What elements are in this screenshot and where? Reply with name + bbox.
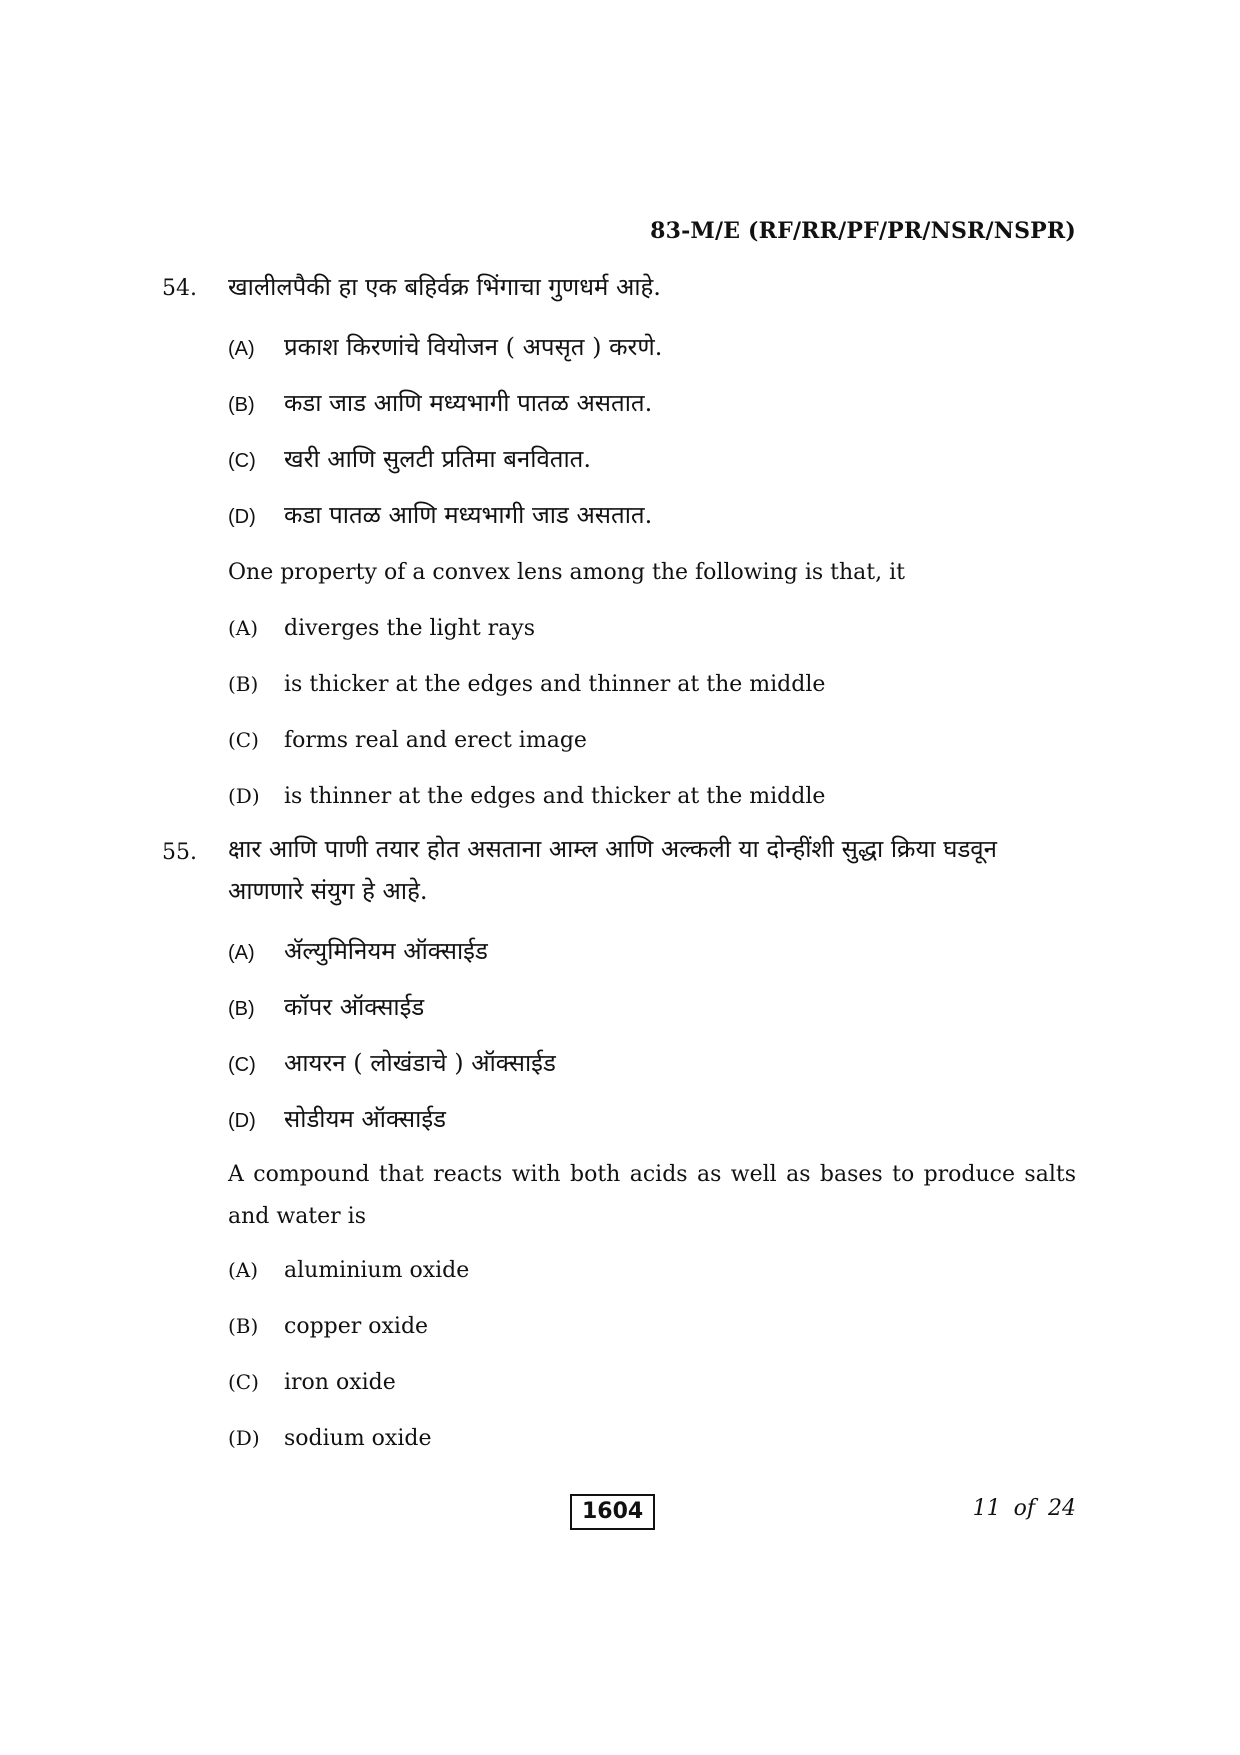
option-label: (B): [228, 1314, 259, 1338]
option-text: खरी आणि सुलटी प्रतिमा बनवितात.: [284, 445, 591, 473]
option-text: कडा जाड आणि मध्यभागी पातळ असतात.: [284, 389, 653, 417]
option-label: (D): [228, 1110, 256, 1132]
option-text: sodium oxide: [284, 1426, 432, 1451]
option-english: [228, 1258, 469, 1283]
option-marathi: [228, 1046, 556, 1079]
option-label: (B): [228, 394, 255, 416]
option-label: (D): [228, 506, 256, 528]
option-text: आयरन ( लोखंडाचे ) ऑक्साईड: [284, 1049, 556, 1077]
option-text: ॲल्युमिनियम ऑक्साईड: [284, 937, 488, 965]
option-label: (A): [228, 1258, 259, 1282]
option-label: (B): [228, 672, 259, 696]
option-label: (A): [228, 338, 255, 360]
option-english: [228, 1314, 428, 1339]
footer-code-box: 1604: [570, 1494, 655, 1530]
option-text: कॉपर ऑक्साईड: [284, 993, 425, 1021]
question-number: 55.: [162, 840, 197, 865]
option-text: diverges the light rays: [284, 616, 536, 641]
option-text: aluminium oxide: [284, 1258, 470, 1283]
option-marathi: [228, 330, 662, 363]
option-english: [228, 672, 825, 697]
option-text: कडा पातळ आणि मध्यभागी जाड असतात.: [284, 501, 653, 529]
option-label: (D): [228, 1426, 260, 1450]
option-english: [228, 616, 535, 641]
option-english: [228, 728, 587, 753]
option-english: [228, 1370, 396, 1395]
option-label: (D): [228, 784, 260, 808]
option-label: (A): [228, 616, 259, 640]
option-text: is thinner at the edges and thicker at the middle: [284, 784, 826, 809]
option-marathi: [228, 934, 488, 967]
option-text: forms real and erect image: [284, 728, 587, 753]
question-number: 54.: [162, 276, 197, 301]
page-number: 11 of 24: [972, 1496, 1076, 1521]
question-text-english: A compound that reacts with both acids as well as bases to produce salts and water is: [228, 1162, 1076, 1229]
option-label: (B): [228, 998, 255, 1020]
option-english: [228, 784, 825, 809]
option-marathi: [228, 442, 591, 475]
option-text: iron oxide: [284, 1370, 396, 1395]
option-label: (C): [228, 728, 259, 752]
option-marathi: [228, 1102, 446, 1135]
option-label: (C): [228, 1054, 256, 1076]
option-marathi: [228, 386, 652, 419]
option-label: (C): [228, 1370, 259, 1394]
option-text: प्रकाश किरणांचे वियोजन ( अपसृत ) करणे.: [284, 333, 663, 361]
question-text-english: One property of a convex lens among the following is that, it: [228, 560, 905, 585]
option-marathi: [228, 498, 652, 531]
question-text-marathi: क्षार आणि पाणी तयार होत असताना आम्ल आणि अल्कली या दोन्हींशी सुद्धा क्रिया घडवून आणणारे संयुग हे आहे.: [228, 835, 997, 905]
option-label: (C): [228, 450, 256, 472]
option-text: सोडीयम ऑक्साईड: [284, 1105, 446, 1133]
paper-code: 83-M/E (RF/RR/PF/PR/NSR/NSPR): [650, 218, 1076, 244]
option-english: [228, 1426, 431, 1451]
option-label: (A): [228, 942, 255, 964]
option-text: copper oxide: [284, 1314, 429, 1339]
question-text-marathi: खालीलपैकी हा एक बहिर्वक्र भिंगाचा गुणधर्म आहे.: [228, 273, 661, 301]
option-marathi: [228, 990, 424, 1023]
option-text: is thicker at the edges and thinner at the middle: [284, 672, 826, 697]
